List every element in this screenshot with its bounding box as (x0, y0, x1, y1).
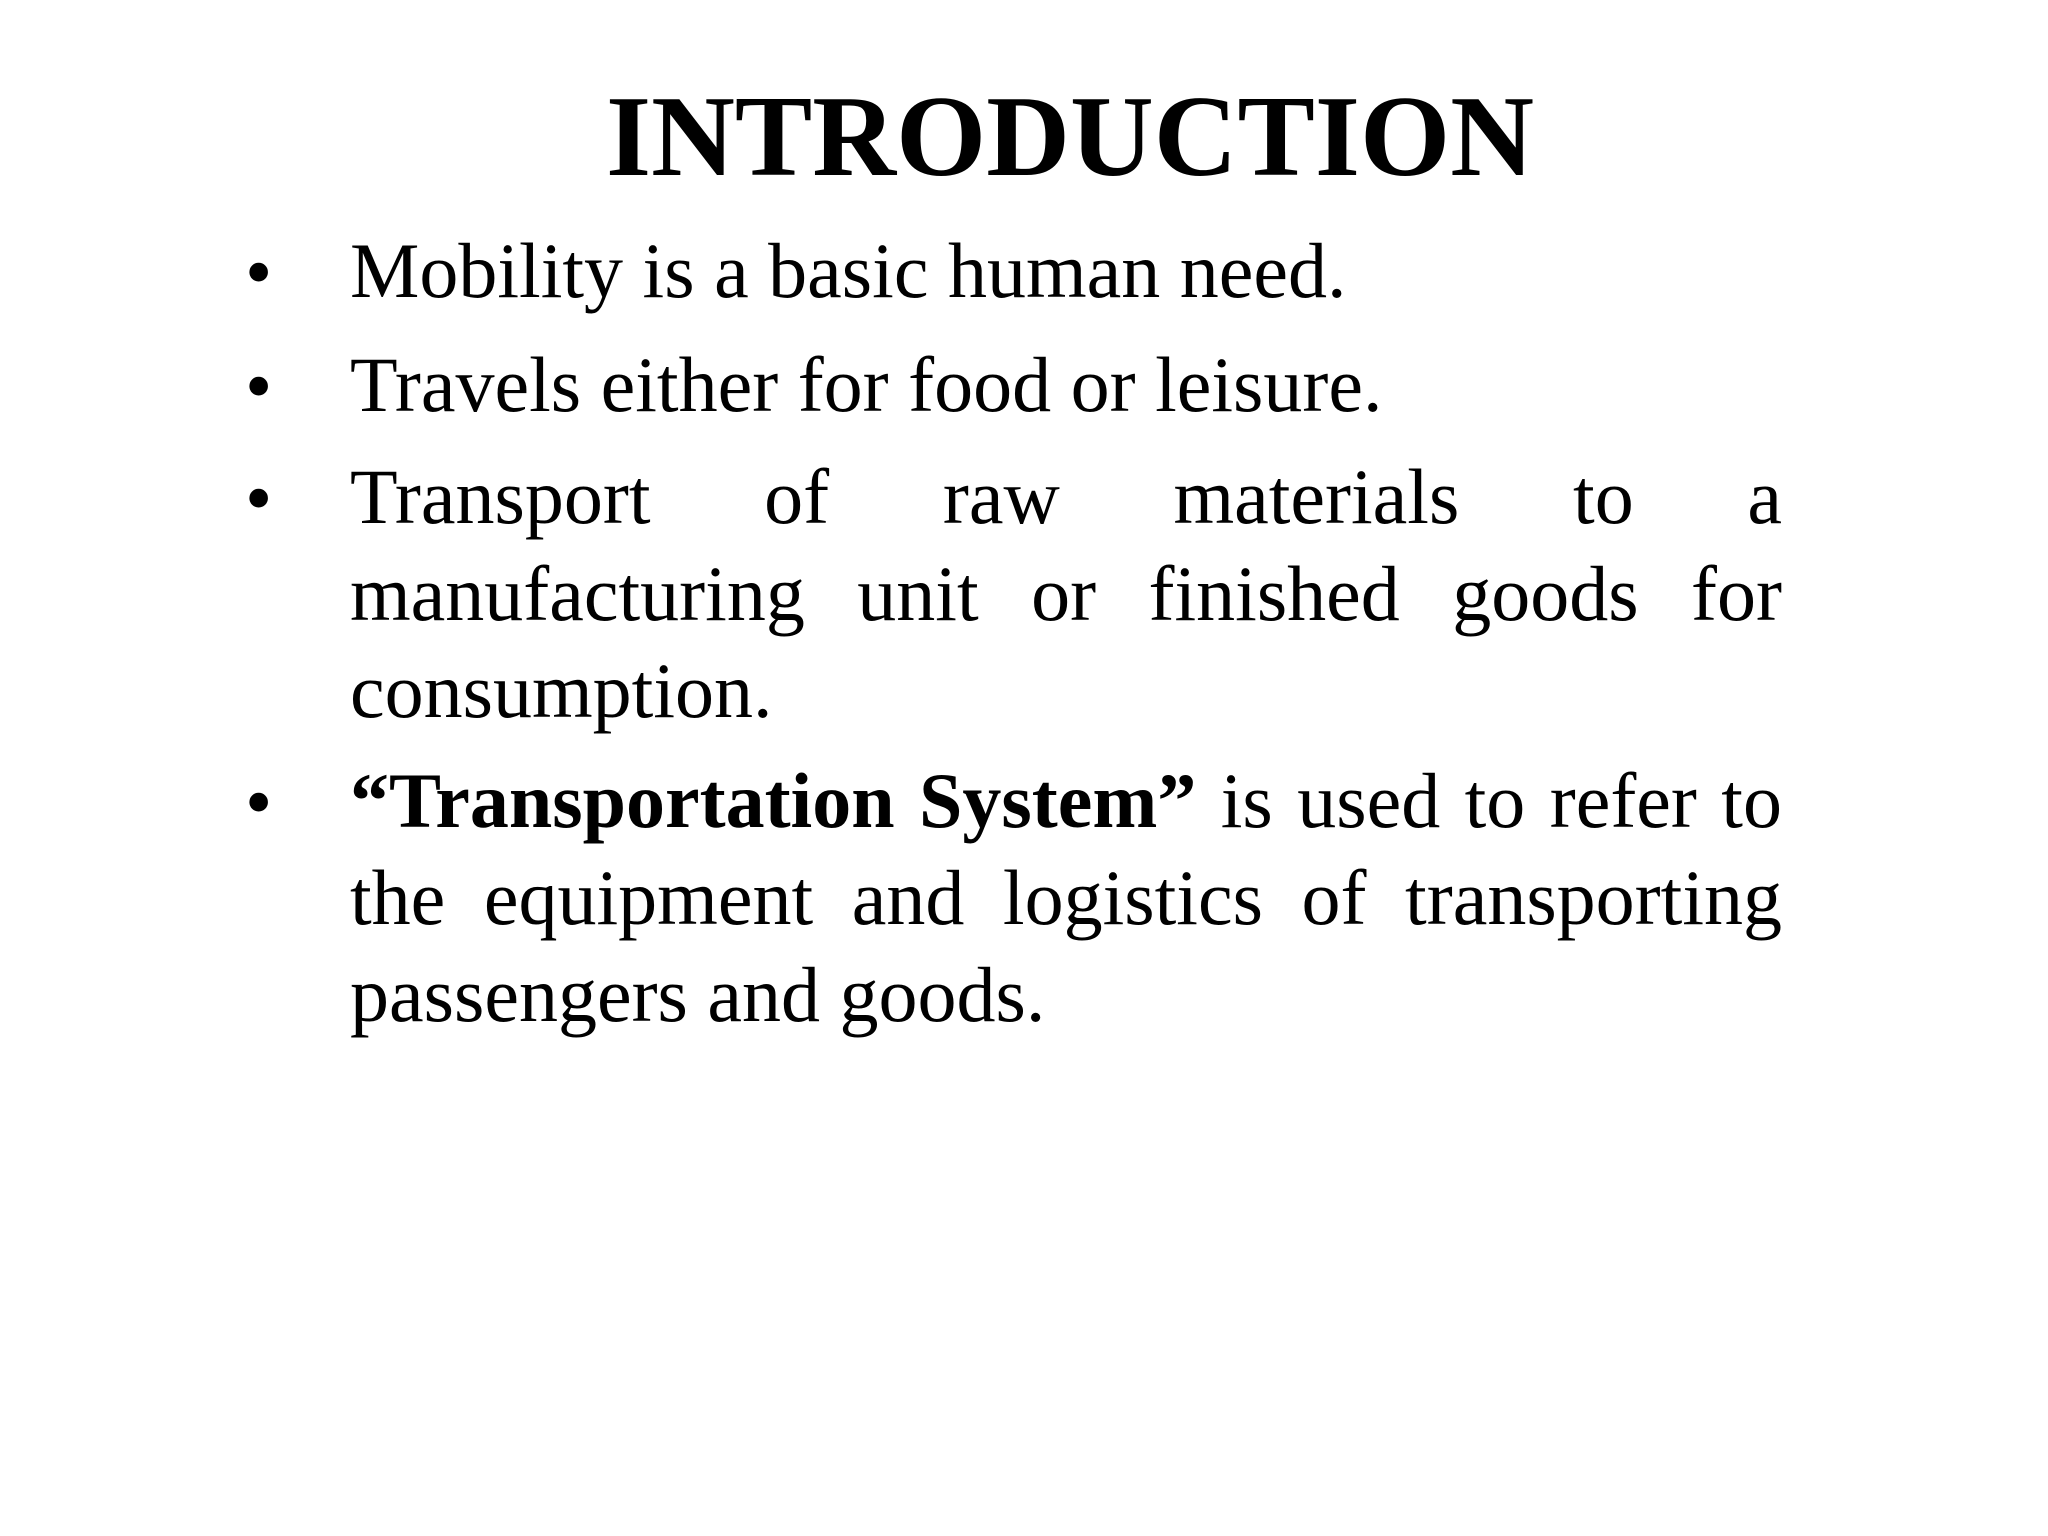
bullet-icon: • (245, 342, 273, 429)
bullet-icon: • (245, 228, 273, 315)
bold-term: “Transportation System” (350, 757, 1197, 844)
bullet-text: Mobility is a basic human need. (350, 227, 1347, 314)
bullet-text (350, 752, 1782, 1043)
bullet-text-rest: is used to refer to the equipment and logistics of transporting passengers and goods. (350, 757, 1782, 1038)
bullet-icon: • (245, 454, 273, 541)
bullet-text: Travels either for food or leisure. (350, 341, 1383, 428)
bullet-text: Transport of raw materials to a manufacturing unit or finished goods for consumption. (350, 453, 1782, 734)
slide-title: INTRODUCTION (605, 73, 1535, 201)
bullet-icon: • (245, 758, 273, 845)
